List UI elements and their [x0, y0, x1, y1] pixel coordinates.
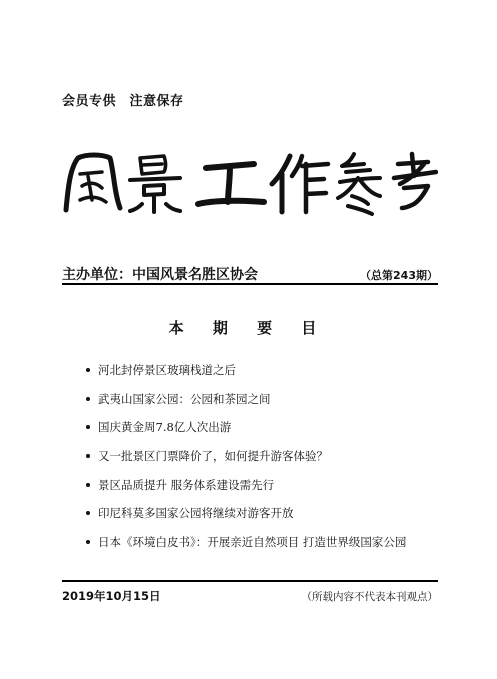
bullet-icon	[86, 454, 90, 458]
bullet-icon	[86, 368, 90, 372]
toc-item-text: 河北封停景区玻璃栈道之后	[98, 363, 236, 378]
disclaimer-note: （所载内容不代表本刊观点）	[301, 591, 438, 603]
issue-number: （总第243期）	[360, 269, 438, 282]
toc-item	[86, 442, 446, 471]
bullet-icon	[86, 483, 90, 487]
toc-item-text: 印尼科莫多国家公园将继续对游客开放	[98, 506, 294, 521]
toc-item	[86, 528, 446, 557]
footer-divider	[62, 580, 438, 582]
calligraphy-logo-icon	[58, 148, 438, 218]
toc-item	[86, 356, 446, 385]
publisher-row	[62, 264, 438, 284]
toc-list	[86, 356, 446, 556]
bullet-icon	[86, 397, 90, 401]
bullet-icon	[86, 425, 90, 429]
bullet-icon	[86, 540, 90, 544]
toc-item-text: 日本《环境白皮书》：开展亲近自然项目 打造世界级国家公园	[98, 534, 407, 549]
toc-item	[86, 413, 446, 442]
publisher-label: 主办单位：中国风景名胜区协会	[62, 267, 258, 283]
toc-heading: 本 期 要 目	[168, 319, 329, 337]
toc-item-text: 国庆黄金周7.8亿人次出游	[98, 420, 232, 435]
toc-item-text: 景区品质提升 服务体系建设需先行	[98, 477, 275, 492]
header-divider	[62, 283, 438, 285]
footer-row	[62, 588, 438, 604]
toc-item	[86, 385, 446, 414]
publish-date: 2019年10月15日	[62, 589, 161, 603]
toc-item-text: 武夷山国家公园：公园和茶园之间	[98, 391, 271, 406]
masthead-calligraphy	[58, 148, 438, 218]
bullet-icon	[86, 511, 90, 515]
toc-item-text: 又一批景区门票降价了，如何提升游客体验？	[98, 449, 328, 464]
toc-item	[86, 499, 446, 528]
member-notice: 会员专供 注意保存	[62, 94, 184, 109]
toc-item	[86, 470, 446, 499]
